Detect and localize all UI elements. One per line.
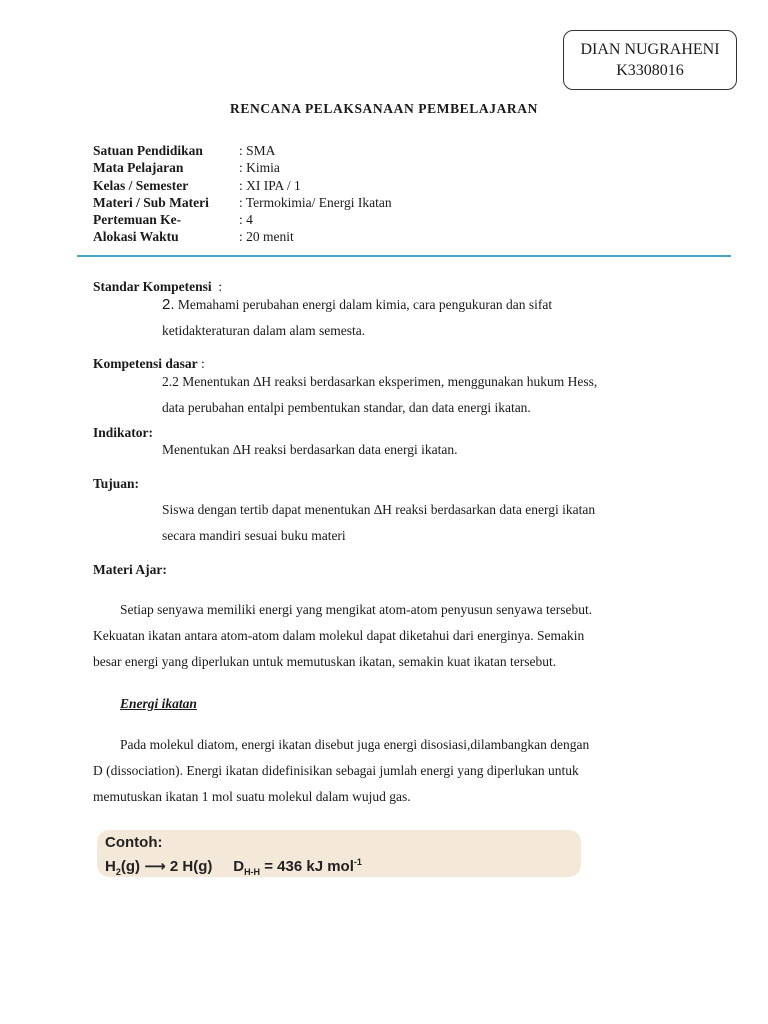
standar-heading: Standar Kompetensi <box>93 279 212 294</box>
identity-value: : 4 <box>239 212 253 228</box>
section-divider <box>77 255 731 257</box>
dissociation-symbol: D <box>233 858 245 875</box>
standar-number: 2. <box>162 296 175 313</box>
materi-p1-line-3: besar energi yang diperlukan untuk memutuskan ikatan, semakin kuat ikatan tersebut. <box>93 654 557 669</box>
identity-row <box>93 194 392 211</box>
standar-heading-line <box>93 279 222 295</box>
tujuan-text-1: Siswa dengan tertib dapat menentukan ∆H reaksi berdasarkan data energi ikatan <box>162 502 596 517</box>
reactant-symbol: H <box>105 858 116 875</box>
identity-row <box>93 159 392 176</box>
tujuan-text-2: secara mandiri sesuai buku materi <box>162 528 346 543</box>
materi-p2-line-3: memutuskan ikatan 1 mol suatu molekul dalam wujud gas. <box>93 789 411 804</box>
document-title: RENCANA PELAKSANAAN PEMBELAJARAN <box>230 101 538 116</box>
energi-ikatan-heading: Energi ikatan <box>120 696 197 711</box>
identity-value: : Termokimia/ Energi Ikatan <box>239 194 392 210</box>
standar-text-2: ketidakteraturan dalam alam semesta. <box>162 323 366 338</box>
energy-value: 436 kJ mol <box>277 858 354 875</box>
identity-label: Alokasi Waktu <box>93 229 179 245</box>
example-box <box>97 830 581 877</box>
example-heading: Contoh: <box>105 834 163 851</box>
identity-value: : SMA <box>239 143 276 158</box>
kompetensi-text-1: 2.2 Menentukan ∆H reaksi berdasarkan eksperimen, menggunakan hukum Hess, <box>162 374 598 389</box>
identity-row <box>93 211 392 228</box>
kompetensi-colon: : <box>201 356 205 371</box>
identity-value: : XI IPA / 1 <box>239 177 301 193</box>
identity-value: : Kimia <box>239 160 280 176</box>
materi-p2-line-1: Pada molekul diatom, energi ikatan disebut juga energi disosiasi,dilambangkan dengan <box>120 737 590 752</box>
equals-sign: = <box>264 858 273 875</box>
identity-label: Mata Pelajaran <box>93 160 184 176</box>
standar-line-1 <box>162 296 675 314</box>
energy-exponent: -1 <box>353 857 362 867</box>
materi-p2-line-2: D (dissociation). Energi ikatan didefinisikan sebagai jumlah energi yang diperlukan untuk <box>93 763 579 778</box>
kompetensi-heading: Kompetensi dasar <box>93 356 198 371</box>
materi-p1-line-1: Setiap senyawa memiliki energi yang mengikat atom-atom penyusun senyawa tersebut. <box>120 602 593 617</box>
identity-label: Satuan Pendidikan <box>93 143 203 158</box>
identity-row <box>93 228 392 245</box>
identity-row <box>93 142 392 159</box>
kompetensi-heading-line <box>93 356 205 372</box>
standar-text-1: Memahami perubahan energi dalam kimia, cara pengukuran dan sifat <box>177 297 553 312</box>
identity-value: : 20 menit <box>239 229 294 245</box>
indikator-text: Menentukan ∆H reaksi berdasarkan data energi ikatan. <box>162 442 458 457</box>
author-nim: K3308016 <box>616 62 684 79</box>
tujuan-heading: Tujuan: <box>93 476 140 491</box>
product: 2 H(g) <box>169 858 213 875</box>
author-name: DIAN NUGRAHENI <box>580 41 720 58</box>
materi-heading: Materi Ajar: <box>93 562 167 577</box>
identity-table <box>93 142 392 246</box>
reactant-subscript: 2 <box>115 867 121 877</box>
indikator-heading: Indikator: <box>93 425 154 440</box>
identity-label: Kelas / Semester <box>93 177 189 193</box>
materi-p1-line-2: Kekuatan ikatan antara atom-atom dalam molekul dapat diketahui dari energinya. Semakin <box>93 628 585 643</box>
example-equation <box>105 852 581 882</box>
standar-colon: : <box>218 279 223 294</box>
dissociation-subscript: H-H <box>244 867 261 877</box>
identity-label: Materi / Sub Materi <box>93 194 209 210</box>
identity-label: Pertemuan Ke- <box>93 212 182 228</box>
identity-row <box>93 177 392 194</box>
kompetensi-text-2: data perubahan entalpi pembentukan standar, dan data energi ikatan. <box>162 400 531 415</box>
reactant-state: (g) <box>120 858 141 875</box>
reaction-arrow-icon: ⟶ <box>144 858 166 875</box>
author-box <box>563 30 737 90</box>
